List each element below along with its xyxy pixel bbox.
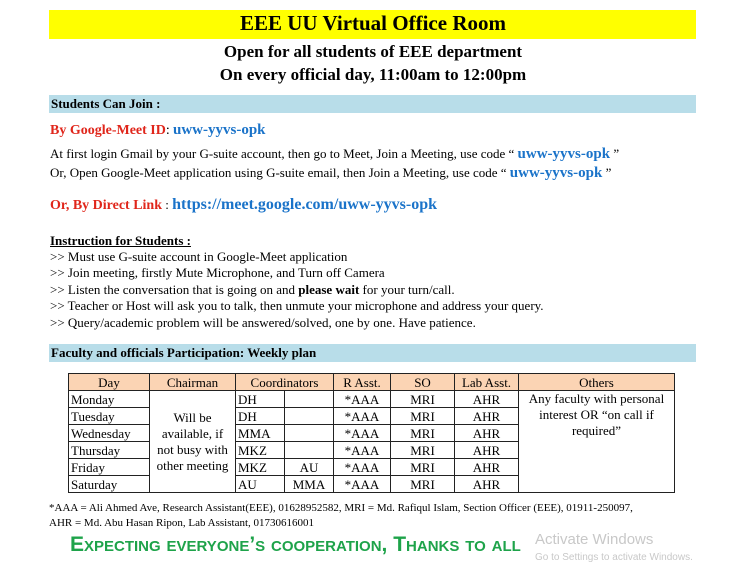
- footnote-line-2: AHR = Md. Abu Hasan Ripon, Lab Assistant, 01730616001: [49, 517, 315, 529]
- lab-cell: AHR: [455, 408, 519, 425]
- day-cell: Monday: [69, 391, 150, 408]
- step-app-text: Or, Open Google-Meet application using G-suite email, then Join a Meeting, use code “: [50, 165, 507, 180]
- others-note: Any faculty with personal interest OR “on call if required”: [519, 391, 675, 493]
- col-header-rasst: R Asst.: [334, 374, 391, 391]
- coord1-cell: DH: [236, 408, 285, 425]
- coord2-cell: MMA: [285, 476, 334, 493]
- direct-link-label: Or, By Direct Link: [50, 198, 163, 213]
- so-cell: MRI: [391, 476, 455, 493]
- meet-id-line: [50, 122, 266, 139]
- table-header-row: [69, 374, 675, 391]
- col-header-day: Day: [69, 374, 150, 391]
- instruction-item-3-emphasis: please wait: [298, 282, 360, 297]
- page-title: EEE UU Virtual Office Room: [240, 11, 506, 35]
- coord2-cell: [285, 391, 334, 408]
- rasst-cell: *AAA: [334, 459, 391, 476]
- coord1-cell: MKZ: [236, 459, 285, 476]
- step-app-close: ”: [605, 165, 612, 180]
- coord1-cell: DH: [236, 391, 285, 408]
- faculty-heading: Faculty and officials Participation: Weekly plan: [51, 345, 317, 360]
- weekly-plan-table: [68, 373, 675, 493]
- instruction-item-3-pre: >> Listen the conversation that is going on and: [50, 282, 296, 297]
- chairman-note: Will be available, if not busy with other meeting: [150, 391, 236, 493]
- so-cell: MRI: [391, 425, 455, 442]
- day-cell: Saturday: [69, 476, 150, 493]
- lab-cell: AHR: [455, 459, 519, 476]
- lab-cell: AHR: [455, 425, 519, 442]
- lab-cell: AHR: [455, 391, 519, 408]
- step-app-line: [50, 165, 611, 182]
- direct-link-line: [50, 196, 437, 214]
- step-gmail-close: ”: [613, 146, 620, 161]
- rasst-cell: *AAA: [334, 391, 391, 408]
- subtitle-open-for: Open for all students of EEE department: [223, 42, 523, 61]
- direct-link-url[interactable]: https://meet.google.com/uww-yyvs-opk: [172, 196, 438, 213]
- instruction-item-3: [50, 282, 455, 298]
- step-gmail-code: uww-yyvs-opk: [517, 146, 611, 162]
- direct-link-separator: :: [165, 197, 169, 212]
- col-header-so: SO: [391, 374, 455, 391]
- instruction-item-1: >> Must use G-suite account in Google-Meet application: [50, 249, 348, 264]
- coord2-cell: [285, 425, 334, 442]
- table-row: [69, 391, 675, 408]
- lab-cell: AHR: [455, 476, 519, 493]
- step-gmail-line: [50, 146, 619, 163]
- day-cell: Wednesday: [69, 425, 150, 442]
- meet-id-separator: :: [165, 123, 170, 138]
- col-header-others: Others: [519, 374, 675, 391]
- coord2-cell: [285, 442, 334, 459]
- so-cell: MRI: [391, 442, 455, 459]
- so-cell: MRI: [391, 408, 455, 425]
- day-cell: Friday: [69, 459, 150, 476]
- meet-id-label: By Google-Meet ID: [50, 123, 166, 138]
- rasst-cell: *AAA: [334, 425, 391, 442]
- col-header-coordinators: Coordinators: [236, 374, 334, 391]
- day-cell: Thursday: [69, 442, 150, 459]
- students-join-heading: Students Can Join :: [51, 96, 161, 111]
- lab-cell: AHR: [455, 442, 519, 459]
- coord1-cell: AU: [236, 476, 285, 493]
- step-app-code: uww-yyvs-opk: [509, 165, 603, 181]
- instruction-item-3-post: for your turn/call.: [362, 282, 455, 297]
- rasst-cell: *AAA: [334, 476, 391, 493]
- meet-code[interactable]: uww-yyvs-opk: [173, 122, 266, 138]
- activation-watermark: Activate Windows: [535, 531, 654, 548]
- activation-watermark-hint: Go to Settings to activate Windows.: [535, 552, 693, 563]
- coord1-cell: MMA: [236, 425, 285, 442]
- so-cell: MRI: [391, 391, 455, 408]
- instruction-item-4: >> Teacher or Host will ask you to talk, then unmute your microphone and address your query.: [50, 298, 544, 313]
- subtitle-timing: On every official day, 11:00am to 12:00pm: [219, 65, 527, 84]
- rasst-cell: *AAA: [334, 442, 391, 459]
- coord2-cell: [285, 408, 334, 425]
- coord1-cell: MKZ: [236, 442, 285, 459]
- coord2-cell: AU: [285, 459, 334, 476]
- footnote-line-1: *AAA = Ali Ahmed Ave, Research Assistant(EEE), 01628952582, MRI = Md. Rafiqul Islam, Section Officer (EEE), 01911-250097,: [49, 502, 633, 514]
- closing-motto: Expecting everyone’s cooperation, Thanks to all: [70, 533, 521, 556]
- step-gmail-text: At first login Gmail by your G-suite account, then go to Meet, Join a Meeting, use code “: [50, 146, 515, 161]
- instruction-item-5: >> Query/academic problem will be answered/solved, one by one. Have patience.: [50, 315, 476, 330]
- rasst-cell: *AAA: [334, 408, 391, 425]
- col-header-chairman: Chairman: [150, 374, 236, 391]
- instructions-heading: Instruction for Students :: [50, 233, 191, 248]
- so-cell: MRI: [391, 459, 455, 476]
- day-cell: Tuesday: [69, 408, 150, 425]
- instruction-item-2: >> Join meeting, firstly Mute Microphone, and Turn off Camera: [50, 265, 385, 280]
- col-header-lab: Lab Asst.: [455, 374, 519, 391]
